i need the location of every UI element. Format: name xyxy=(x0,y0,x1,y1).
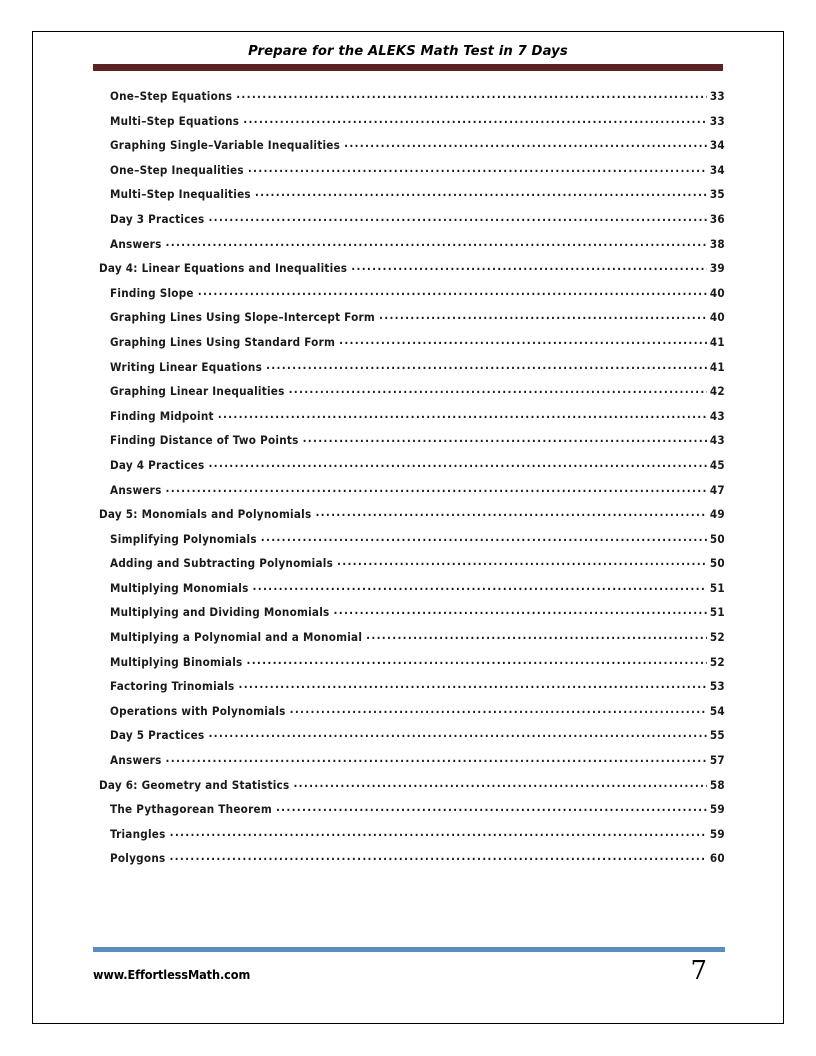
toc-entry[interactable] xyxy=(93,531,725,556)
toc-entry[interactable] xyxy=(93,137,725,162)
toc-entry-page-number: 50 xyxy=(709,556,725,571)
toc-entry[interactable] xyxy=(93,703,725,728)
toc-entry[interactable] xyxy=(93,850,725,875)
toc-entry-page-number: 54 xyxy=(709,703,725,718)
toc-dot-leader xyxy=(339,334,707,346)
toc-entry-page-number: 41 xyxy=(709,359,725,374)
toc-dot-leader xyxy=(261,531,707,543)
toc-dot-leader xyxy=(166,752,707,764)
toc-entry-title: Day 5: Monomials and Polynomials xyxy=(99,507,312,522)
toc-entry-title: Simplifying Polynomials xyxy=(110,531,257,546)
toc-entry-title: Answers xyxy=(110,753,162,768)
toc-dot-leader xyxy=(218,408,707,420)
page-number: 7 xyxy=(690,955,707,986)
toc-entry-page-number: 52 xyxy=(709,630,725,645)
toc-entry-title: Day 3 Practices xyxy=(110,211,205,226)
toc-dot-leader xyxy=(315,506,707,518)
toc-entry[interactable] xyxy=(93,334,725,359)
toc-entry[interactable] xyxy=(93,801,725,826)
toc-dot-leader xyxy=(334,604,707,616)
toc-dot-leader xyxy=(290,703,707,715)
toc-dot-leader xyxy=(289,383,707,395)
toc-entry-page-number: 40 xyxy=(709,310,725,325)
toc-dot-leader xyxy=(344,137,707,149)
toc-dot-leader xyxy=(243,113,707,125)
toc-entry-page-number: 49 xyxy=(709,507,725,522)
toc-entry-page-number: 59 xyxy=(709,826,725,841)
toc-entry[interactable] xyxy=(93,113,725,138)
toc-entry-page-number: 57 xyxy=(709,753,725,768)
toc-dot-leader xyxy=(208,211,707,223)
toc-entry-page-number: 33 xyxy=(709,113,725,128)
page-footer xyxy=(93,947,725,986)
toc-entry[interactable] xyxy=(93,285,725,310)
toc-entry-page-number: 43 xyxy=(709,433,725,448)
toc-entry[interactable] xyxy=(93,359,725,384)
toc-entry-page-number: 39 xyxy=(709,261,725,276)
toc-entry-page-number: 40 xyxy=(709,285,725,300)
toc-entry[interactable] xyxy=(93,555,725,580)
toc-entry[interactable] xyxy=(93,432,725,457)
toc-dot-leader xyxy=(208,727,707,739)
toc-entry-page-number: 60 xyxy=(709,851,725,866)
toc-entry-title: Graphing Linear Inequalities xyxy=(110,384,285,399)
toc-entry[interactable] xyxy=(93,654,725,679)
toc-dot-leader xyxy=(337,555,707,567)
toc-dot-leader xyxy=(198,285,707,297)
toc-dot-leader xyxy=(366,629,707,641)
toc-entry-page-number: 43 xyxy=(709,408,725,423)
toc-dot-leader xyxy=(253,580,707,592)
toc-entry-page-number: 34 xyxy=(709,138,725,153)
toc-entry[interactable] xyxy=(93,678,725,703)
toc-entry[interactable] xyxy=(93,162,725,187)
toc-entry-title: Answers xyxy=(110,236,162,251)
toc-entry[interactable] xyxy=(93,580,725,605)
toc-dot-leader xyxy=(351,260,707,272)
toc-dot-leader xyxy=(238,678,707,690)
toc-entry[interactable] xyxy=(93,260,725,285)
toc-dot-leader xyxy=(248,162,707,174)
toc-entry-page-number: 47 xyxy=(709,482,725,497)
toc-entry-title: Adding and Subtracting Polynomials xyxy=(110,556,334,571)
toc-entry-title: Day 4 Practices xyxy=(110,457,205,472)
page-header xyxy=(93,44,723,71)
toc-entry-title: The Pythagorean Theorem xyxy=(110,802,272,817)
toc-entry-page-number: 36 xyxy=(709,211,725,226)
toc-dot-leader xyxy=(303,432,707,444)
toc-entry-page-number: 55 xyxy=(709,728,725,743)
toc-dot-leader xyxy=(379,309,707,321)
footer-website-link[interactable]: www.EffortlessMath.com xyxy=(93,966,251,982)
toc-dot-leader xyxy=(276,801,707,813)
toc-dot-leader xyxy=(255,186,707,198)
toc-entry[interactable] xyxy=(93,236,725,261)
toc-entry-title: Graphing Single–Variable Inequalities xyxy=(110,138,341,153)
toc-entry-title: Day 6: Geometry and Statistics xyxy=(99,777,290,792)
toc-entry-page-number: 34 xyxy=(709,162,725,177)
toc-entry-page-number: 53 xyxy=(709,679,725,694)
toc-entry[interactable] xyxy=(93,604,725,629)
toc-entry-page-number: 41 xyxy=(709,334,725,349)
toc-entry-title: Finding Slope xyxy=(110,285,194,300)
toc-entry-title: Multiplying Binomials xyxy=(110,654,243,669)
toc-entry-page-number: 42 xyxy=(709,384,725,399)
toc-entry-page-number: 33 xyxy=(709,89,725,103)
toc-entry-page-number: 59 xyxy=(709,802,725,817)
toc-entry-title: Graphing Lines Using Standard Form xyxy=(110,334,336,349)
toc-entry-title: Day 5 Practices xyxy=(110,728,205,743)
toc-entry-title: Multi–Step Equations xyxy=(110,113,240,128)
toc-entry-title: Operations with Polynomials xyxy=(110,703,286,718)
footer-rule xyxy=(93,947,725,952)
toc-dot-leader xyxy=(166,236,707,248)
toc-entry-title: Multiplying a Polynomial and a Monomial xyxy=(110,630,363,645)
toc-entry[interactable] xyxy=(93,88,725,113)
toc-entry-title: Day 4: Linear Equations and Inequalities xyxy=(99,261,348,276)
toc-entry-title: Multi–Step Inequalities xyxy=(110,187,251,202)
toc-entry-page-number: 51 xyxy=(709,605,725,620)
toc-entry[interactable] xyxy=(93,752,725,777)
toc-entry-page-number: 38 xyxy=(709,236,725,251)
toc-entry[interactable] xyxy=(93,727,725,752)
toc-entry-page-number: 35 xyxy=(709,187,725,202)
toc-entry-title: Multiplying Monomials xyxy=(110,580,249,595)
toc-entry[interactable] xyxy=(93,826,725,851)
toc-entry[interactable] xyxy=(93,457,725,482)
toc-entry[interactable] xyxy=(93,186,725,211)
toc-entry-page-number: 58 xyxy=(709,777,725,792)
toc-dot-leader xyxy=(208,457,707,469)
toc-entry-title: Factoring Trinomials xyxy=(110,679,235,694)
toc-entry-title: Triangles xyxy=(110,826,166,841)
header-rule xyxy=(93,64,723,71)
table-of-contents xyxy=(93,88,725,875)
toc-entry-title: Answers xyxy=(110,482,162,497)
toc-dot-leader xyxy=(169,850,707,862)
page-title: Prepare for the ALEKS Math Test in 7 Days xyxy=(248,44,568,59)
toc-entry-page-number: 45 xyxy=(709,457,725,472)
toc-entry[interactable] xyxy=(93,777,725,802)
footer-row xyxy=(93,955,725,986)
toc-entry[interactable] xyxy=(93,629,725,654)
toc-entry[interactable] xyxy=(93,309,725,334)
toc-dot-leader xyxy=(236,88,707,100)
toc-entry-title: Finding Distance of Two Points xyxy=(110,433,299,448)
toc-dot-leader xyxy=(293,777,707,789)
toc-entry[interactable] xyxy=(93,383,725,408)
toc-entry-title: Finding Midpoint xyxy=(110,408,214,423)
toc-dot-leader xyxy=(170,826,707,838)
toc-entry-page-number: 50 xyxy=(709,531,725,546)
toc-dot-leader xyxy=(266,359,707,371)
toc-entry[interactable] xyxy=(93,506,725,531)
toc-dot-leader xyxy=(166,482,707,494)
toc-entry[interactable] xyxy=(93,482,725,507)
toc-entry-title: Multiplying and Dividing Monomials xyxy=(110,605,330,620)
toc-dot-leader xyxy=(247,654,708,666)
toc-entry-title: One–Step Inequalities xyxy=(110,162,244,177)
toc-entry-title: One–Step Equations xyxy=(110,89,233,103)
toc-entry-title: Writing Linear Equations xyxy=(110,359,263,374)
toc-entry-title: Polygons xyxy=(110,851,166,866)
toc-entry-title: Graphing Lines Using Slope–Intercept Form xyxy=(110,310,376,325)
toc-entry-page-number: 51 xyxy=(709,580,725,595)
toc-entry-page-number: 52 xyxy=(709,654,725,669)
toc-entry[interactable] xyxy=(93,408,725,433)
toc-entry[interactable] xyxy=(93,211,725,236)
